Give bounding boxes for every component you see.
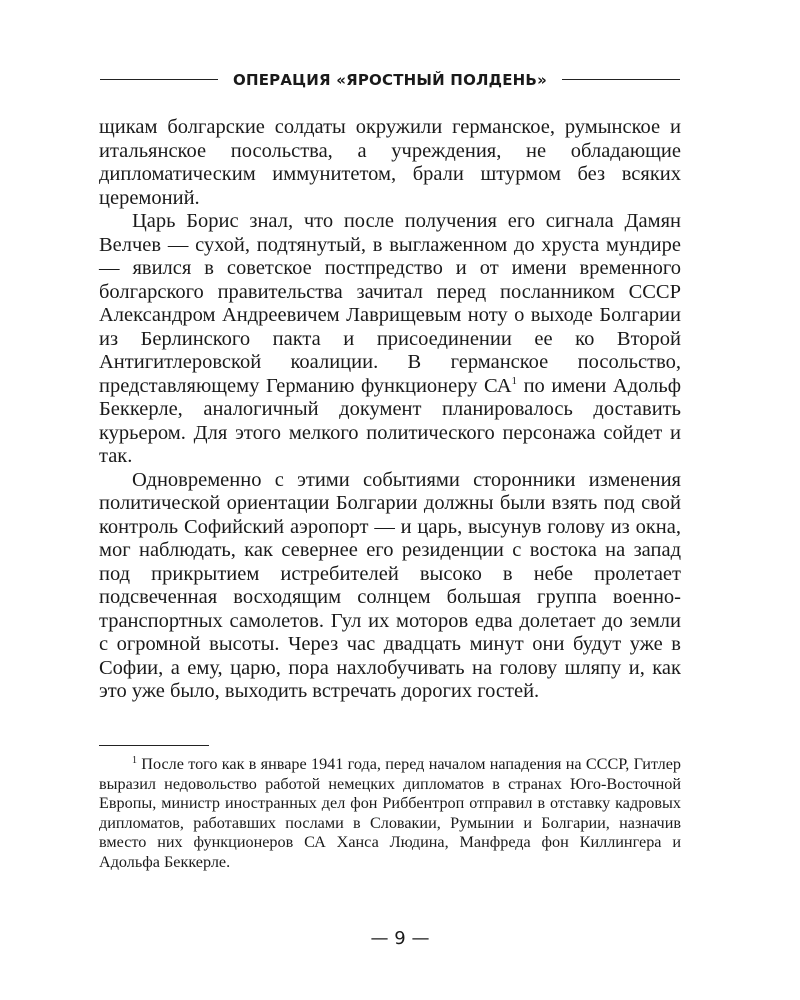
footnote-marker: 1 <box>132 755 137 766</box>
paragraph-2-text-before: Царь Борис знал, что после получения его сигнала Дамян Велчев — сухой, подтянутый, в выглаженном до хруста мундире — явился в советское постпредство и от имени временного болгарского правительства зачитал перед посланником СССР Александром Андреевичем Лаврищевым ноту о выходе Болгарии из Берлинского пакта и присоединении ее ко Второй Антигитлеровской коалиции. В германское посольство, представляющему Германию функционеру СА <box>99 210 681 397</box>
paragraph-2 <box>99 210 681 469</box>
footnote <box>99 755 681 873</box>
paragraph-3: Одновременно с этими событиями сторонники изменения политической ориентации Болгарии должны были взять под свой контроль Софийский аэропорт — и царь, высунув голову из окна, мог наблюдать, как севернее его резиденции с востока на запад под прикрытием истребителей высоко в небе пролетает подсвеченная восходящим солнцем большая группа военно-транспортных самолетов. Гул их моторов едва долетает до земли с огромной высоты. Через час двадцать минут они будут уже в Софии, а ему, царю, пора нахлобучивать на голову шляпу и, как это уже было, выходить встречать дорогих гостей. <box>99 468 681 702</box>
paragraph-1: щикам болгарские солдаты окружили германское, румынское и итальянское посольства, а учреждения, не обладающие дипломатическим иммунитетом, брали штурмом без всяких церемоний. <box>99 116 681 209</box>
footnote-reference: 1 <box>511 374 518 387</box>
footnote-separator <box>99 745 209 746</box>
running-header-title: ОПЕРАЦИЯ «ЯРОСТНЫЙ ПОЛДЕНЬ» <box>233 71 547 89</box>
header-rule-right <box>562 79 680 80</box>
main-text <box>99 116 681 704</box>
header-rule-left <box>100 79 218 80</box>
running-header <box>100 68 680 92</box>
footnote-text: После того как в январе 1941 года, перед началом нападения на СССР, Гитлер выразил недовольство работой немецких дипломатов в странах Юго-Восточной Европы, министр иностранных дел фон Риббентроп отправил в отставку кадровых дипломатов, работавших послами в Словакии, Румынии и Болгарии, назначив вместо них функционеров СА Ханса Людина, Манфреда фон Киллингера и Адольфа Беккерле. <box>99 755 681 871</box>
page-number: — 9 — <box>370 928 430 949</box>
paragraph-2-text-after: по имени Адольф Беккерле, аналогичный документ планировалось доставить курьером. Для этого мелкого политического персонажа сойдет и так. <box>99 374 682 467</box>
